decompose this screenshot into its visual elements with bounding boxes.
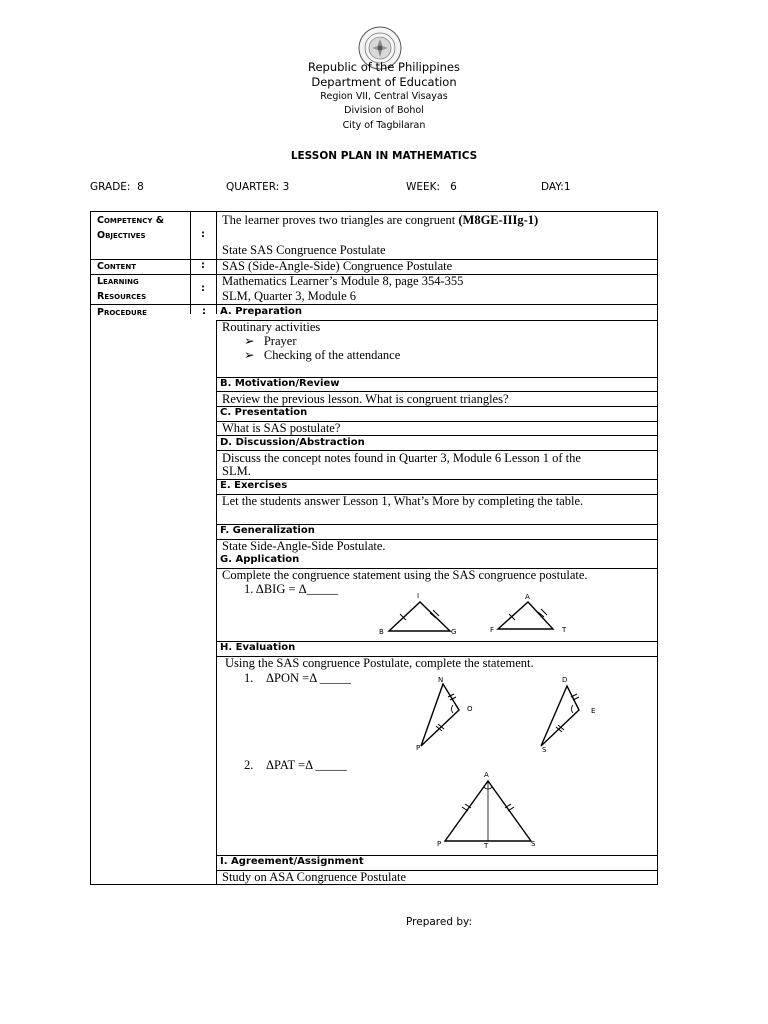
vertex-label: T [562,626,567,634]
section-d-title: D. Discussion/Abstraction [220,437,365,448]
section-e-title: E. Exercises [220,480,288,491]
evaluation-item-1: ΔPON =Δ _____ [266,671,351,685]
lesson-plan-title: LESSON PLAN IN MATHEMATICS [290,150,478,162]
colon: : [201,283,205,294]
day-info [541,181,571,193]
section-h-title: H. Evaluation [220,642,296,653]
angle-arc [571,705,573,713]
column-divider [216,320,217,884]
week-info [406,181,457,193]
tick-mark [541,609,547,615]
section-d-text-1: Discuss the concept notes found in Quarter 3, Module 6 Lesson 1 of the [222,451,581,465]
evaluation-item-2-number: 2. [244,758,254,772]
bullet-arrow-icon: ➢ [244,334,255,348]
resources-line-1: Mathematics Learner’s Module 8, page 354-355 [222,274,464,288]
list-item: ➢ Prayer [244,334,297,348]
day-label: DAY: [541,181,564,193]
row-divider [91,304,657,305]
resources-line-2: SLM, Quarter 3, Module 6 [222,289,357,303]
procedure-label: Procedure [97,307,147,318]
vertex-label: P [437,840,442,848]
section-c-title: C. Presentation [220,407,308,418]
column-divider [216,212,217,314]
vertex-label: A [484,771,489,779]
angle-arc [451,705,453,713]
vertex-label: A [525,593,530,601]
evaluation-triangles-figure-1 [411,680,591,752]
objective-text: State SAS Congruence Postulate [222,243,386,257]
learning-resources-label: Learning Resources [97,276,147,302]
header-department: Department of Education [311,75,457,89]
vertex-label: P [416,744,421,752]
application-item-1: 1. ΔBIG = Δ_____ [244,582,338,596]
vertex-label: N [438,676,444,684]
header-region: Region VII, Central Visayas [320,91,448,102]
quarter-value: 3 [282,181,290,193]
colon: : [201,260,205,271]
vertex-label: B [379,628,384,636]
content-text: SAS (Side-Angle-Side) Congruence Postulate [222,259,453,273]
header-division: Division of Bohol [344,105,424,116]
section-i-title: I. Agreement/Assignment [220,856,364,867]
header-republic: Republic of the Philippines [307,60,461,74]
grade-info [90,181,144,193]
triangle-pon [421,684,459,746]
vertex-label: I [417,592,420,600]
colon: : [202,306,206,317]
list-item: ➢ Checking of the attendance [244,348,401,362]
vertex-label: O [467,705,473,713]
vertex-label: F [490,626,495,634]
section-g-text: Complete the congruence statement using the SAS congruence postulate. [222,568,588,582]
section-b-title: B. Motivation/Review [220,378,340,389]
section-c-text: What is SAS postulate? [222,421,341,435]
evaluation-item-1-number: 1. [244,671,254,685]
colon: : [201,229,205,240]
bullet-arrow-icon: ➢ [244,348,255,362]
vertex-label: D [562,676,568,684]
section-f-text: State Side-Angle-Side Postulate. [222,539,386,553]
evaluation-triangles-figure-2 [431,777,551,847]
section-e-text: Let the students answer Lesson 1, What’s More by completing the table. [222,494,584,508]
vertex-label: G [451,628,457,636]
quarter-label: QUARTER: [226,181,280,193]
vertex-label: S [542,746,547,754]
week-label: WEEK: [406,181,441,193]
vertex-label: E [591,707,596,715]
quarter-info [226,181,289,193]
section-a-title: A. Preparation [220,306,303,317]
application-triangles-figure [371,587,581,639]
triangle-fat [498,602,553,629]
section-a-text: Routinary activities [222,320,321,334]
competency-code: (M8GE-IIIg-1) [458,213,539,227]
competency-text: The learner proves two triangles are congruent (M8GE-IIIg-1) [222,213,539,227]
grade-value: 8 [137,181,144,193]
section-b-text: Review the previous lesson. What is congruent triangles? [222,392,509,406]
content-label: Content [97,261,136,272]
prepared-by-label: Prepared by: [406,916,472,928]
section-h-text: Using the SAS congruence Postulate, complete the statement. [225,656,534,670]
section-i-text: Study on ASA Congruence Postulate [222,870,407,884]
competency-label: Competency & Objectives [97,215,165,241]
week-value: 6 [450,181,457,193]
triangle-des [541,686,579,746]
section-d-text-2: SLM. [222,464,251,478]
column-divider [190,212,191,314]
evaluation-item-2: ΔPAT =Δ _____ [266,758,347,772]
day-value: 1 [563,181,571,193]
section-g-title: G. Application [220,554,300,565]
lesson-plan-table [90,211,658,885]
section-f-title: F. Generalization [220,525,315,536]
vertex-label: T [484,842,489,850]
grade-label: GRADE: [90,181,131,193]
vertex-label: S [531,840,536,848]
header-city: City of Tagbilaran [342,120,426,131]
triangle-big [389,602,450,631]
